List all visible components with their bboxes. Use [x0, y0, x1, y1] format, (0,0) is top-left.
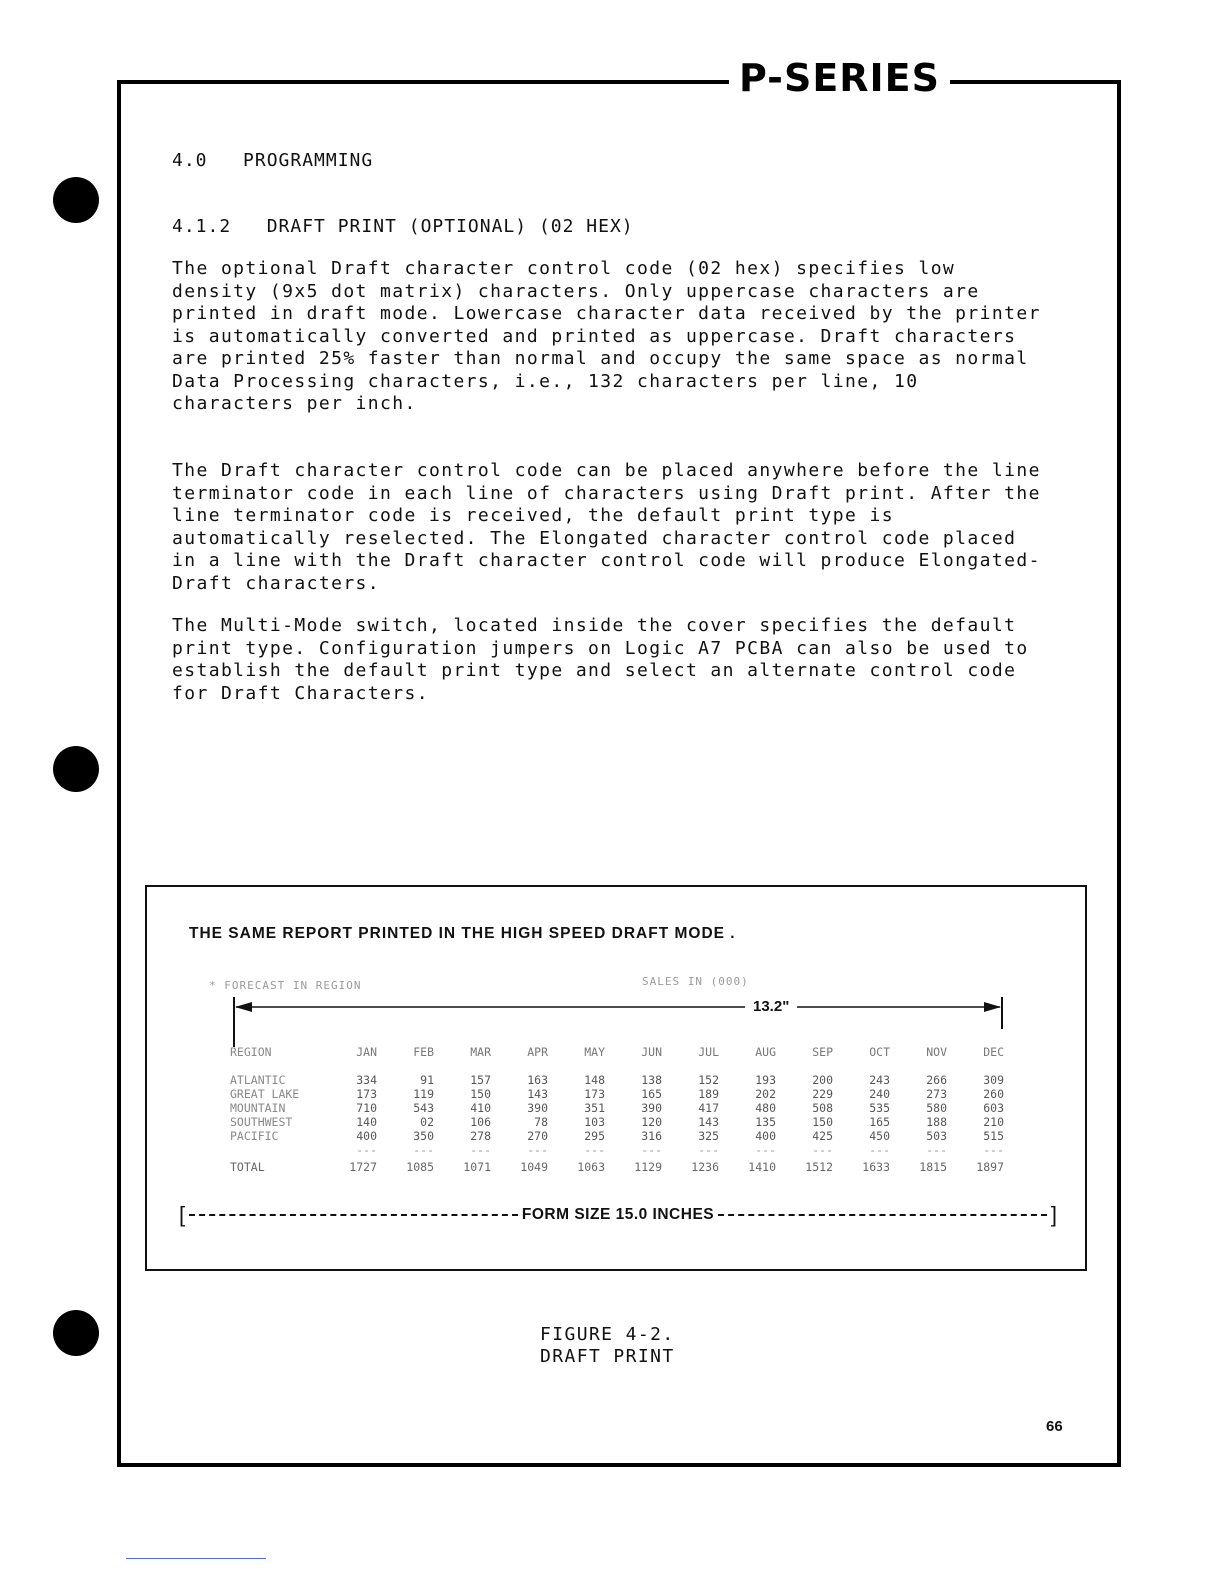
form-size-dashes-right — [718, 1214, 1047, 1216]
series-title: P-SERIES — [729, 56, 950, 100]
column-header: NOV — [926, 1045, 947, 1059]
table-row — [230, 1101, 1004, 1115]
table-cell: 193 — [755, 1073, 776, 1087]
table-cell: 138 — [641, 1073, 662, 1087]
figure-heading: THE SAME REPORT PRINTED IN THE HIGH SPEED DRAFT MODE . — [189, 925, 736, 942]
paragraph-placement: The Draft character control code can be placed anywhere before the line terminator code in each line of characters using Draft print. After the line terminator code is received, the default print type is automatically reselected. The Elongated character control code placed in a line with the Draft character control code will produce Elongated-Draft characters. — [172, 460, 1041, 594]
table-cell: 165 — [641, 1087, 662, 1101]
column-header: MAR — [470, 1045, 491, 1059]
table-cell: 1512 — [805, 1160, 833, 1174]
table-row — [230, 1115, 1004, 1129]
table-cell: 273 — [926, 1087, 947, 1101]
table-cell: 173 — [356, 1087, 377, 1101]
table-cell: 1633 — [862, 1160, 890, 1174]
table-cell: 106 — [470, 1115, 491, 1129]
table-cell: 1236 — [691, 1160, 719, 1174]
table-cell: ATLANTIC — [230, 1073, 286, 1087]
table-cell: 140 — [356, 1115, 377, 1129]
table-cell: 157 — [470, 1073, 491, 1087]
table-cell: 710 — [356, 1101, 377, 1115]
figure-box — [145, 885, 1087, 1271]
table-cell: 163 — [527, 1073, 548, 1087]
table-row — [230, 1073, 1004, 1087]
table-cell: 350 — [413, 1129, 434, 1143]
table-cell: 91 — [420, 1073, 434, 1087]
punch-hole-bottom — [53, 1310, 99, 1356]
column-header: MAY — [584, 1045, 605, 1059]
sales-report-table — [230, 1045, 1004, 1174]
table-cell: 410 — [470, 1101, 491, 1115]
column-header: AUG — [755, 1045, 776, 1059]
table-cell: 543 — [413, 1101, 434, 1115]
table-cell: 1129 — [634, 1160, 662, 1174]
section-heading: 4.0 PROGRAMMING — [172, 150, 374, 171]
table-cell: 243 — [869, 1073, 890, 1087]
caption-line-1: FIGURE 4-2. — [540, 1324, 675, 1345]
form-size-dashes-left — [189, 1214, 518, 1216]
table-cell: 351 — [584, 1101, 605, 1115]
table-cell: MOUNTAIN — [230, 1101, 286, 1115]
punch-hole-middle — [53, 746, 99, 792]
table-cell: TOTAL — [230, 1160, 265, 1174]
table-cell: 266 — [926, 1073, 947, 1087]
table-cell: 148 — [584, 1073, 605, 1087]
table-cell: 78 — [534, 1115, 548, 1129]
table-cell: 480 — [755, 1101, 776, 1115]
table-cell: 152 — [698, 1073, 719, 1087]
table-cell: 515 — [983, 1129, 1004, 1143]
form-size-indicator — [179, 1202, 1058, 1227]
form-size-left-bracket: [ — [179, 1202, 186, 1227]
table-cell: 189 — [698, 1087, 719, 1101]
column-header: DEC — [983, 1045, 1004, 1059]
table-cell: 135 — [755, 1115, 776, 1129]
width-label: 13.2" — [745, 998, 797, 1015]
table-cell: 1071 — [463, 1160, 491, 1174]
table-cell: 150 — [812, 1115, 833, 1129]
paragraph-multimode: The Multi-Mode switch, located inside the cover specifies the default print type. Configuration jumpers on Logic A7 PCBA can also be used to establish the default print type and select an alternate control code for Draft Characters. — [172, 615, 1029, 704]
table-cell: 260 — [983, 1087, 1004, 1101]
table-cell: 580 — [926, 1101, 947, 1115]
table-cell: 278 — [470, 1129, 491, 1143]
width-dimension-arrow — [232, 997, 1004, 1047]
table-cell: 1815 — [919, 1160, 947, 1174]
table-cell: 503 — [926, 1129, 947, 1143]
table-cell: 390 — [641, 1101, 662, 1115]
column-header: JAN — [356, 1045, 377, 1059]
column-header: JUN — [641, 1045, 662, 1059]
table-cell: 535 — [869, 1101, 890, 1115]
table-cell: 210 — [983, 1115, 1004, 1129]
table-cell: 450 — [869, 1129, 890, 1143]
column-header: OCT — [869, 1045, 890, 1059]
punch-hole-top — [53, 177, 99, 223]
form-size-right-bracket: ] — [1050, 1202, 1058, 1227]
table-cell: 325 — [698, 1129, 719, 1143]
table-cell: PACIFIC — [230, 1129, 279, 1143]
table-cell: 1897 — [976, 1160, 1004, 1174]
table-cell: 188 — [926, 1115, 947, 1129]
table-cell: 390 — [527, 1101, 548, 1115]
table-cell: 334 — [356, 1073, 377, 1087]
table-cell: 165 — [869, 1115, 890, 1129]
table-cell: 173 — [584, 1087, 605, 1101]
sales-label: SALES IN (000) — [642, 975, 749, 988]
dash-separator-row: --- --- --- --- --- --- --- --- --- --- --- --- — [356, 1143, 1004, 1157]
table-cell: 1063 — [577, 1160, 605, 1174]
table-cell: 120 — [641, 1115, 662, 1129]
table-cell: 1727 — [349, 1160, 377, 1174]
column-header: FEB — [413, 1045, 434, 1059]
table-cell: 229 — [812, 1087, 833, 1101]
table-cell: 103 — [584, 1115, 605, 1129]
table-cell: 417 — [698, 1101, 719, 1115]
form-size-label: FORM SIZE 15.0 INCHES — [521, 1206, 715, 1223]
table-cell: 143 — [698, 1115, 719, 1129]
table-cell: 143 — [527, 1087, 548, 1101]
table-cell: 119 — [413, 1087, 434, 1101]
table-cell: 508 — [812, 1101, 833, 1115]
table-cell: 316 — [641, 1129, 662, 1143]
table-cell: 150 — [470, 1087, 491, 1101]
table-cell: 400 — [356, 1129, 377, 1143]
table-cell: SOUTHWEST — [230, 1115, 293, 1129]
table-cell: 309 — [983, 1073, 1004, 1087]
table-cell: 270 — [527, 1129, 548, 1143]
figure-caption — [540, 1324, 675, 1368]
table-cell: 1049 — [520, 1160, 548, 1174]
table-cell: 425 — [812, 1129, 833, 1143]
table-cell: 603 — [983, 1101, 1004, 1115]
column-header: REGION — [230, 1045, 272, 1059]
table-row — [230, 1129, 1004, 1143]
report-header-row — [230, 1045, 1004, 1073]
column-header: APR — [527, 1045, 548, 1059]
paragraph-draft-code: The optional Draft character control code (02 hex) specifies low density (9x5 dot matrix) characters. Only uppercase characters are printed in draft mode. Lowercase character data received by the printer is automatically converted and printed as uppercase. Draft characters are printed 25% faster than normal and occupy the same space as normal Data Processing characters, i.e., 132 characters per line, 10 characters per inch. — [172, 258, 1041, 414]
subsection-heading: 4.1.2 DRAFT PRINT (OPTIONAL) (02 HEX) — [172, 216, 634, 237]
table-cell: 200 — [812, 1073, 833, 1087]
forecast-label: * FORECAST IN REGION — [209, 979, 362, 992]
page-number: 66 — [1046, 1418, 1063, 1435]
table-row — [230, 1087, 1004, 1101]
table-cell: 202 — [755, 1087, 776, 1101]
total-row — [230, 1157, 1004, 1174]
table-cell: 1410 — [748, 1160, 776, 1174]
table-cell: 1085 — [406, 1160, 434, 1174]
table-cell: 02 — [420, 1115, 434, 1129]
column-header: JUL — [698, 1045, 719, 1059]
table-cell: GREAT LAKE — [230, 1087, 300, 1101]
table-cell: 295 — [584, 1129, 605, 1143]
table-cell: 400 — [755, 1129, 776, 1143]
scan-artifact-line — [126, 1558, 266, 1559]
column-header: SEP — [812, 1045, 833, 1059]
table-cell: 240 — [869, 1087, 890, 1101]
caption-line-2: DRAFT PRINT — [540, 1346, 675, 1367]
